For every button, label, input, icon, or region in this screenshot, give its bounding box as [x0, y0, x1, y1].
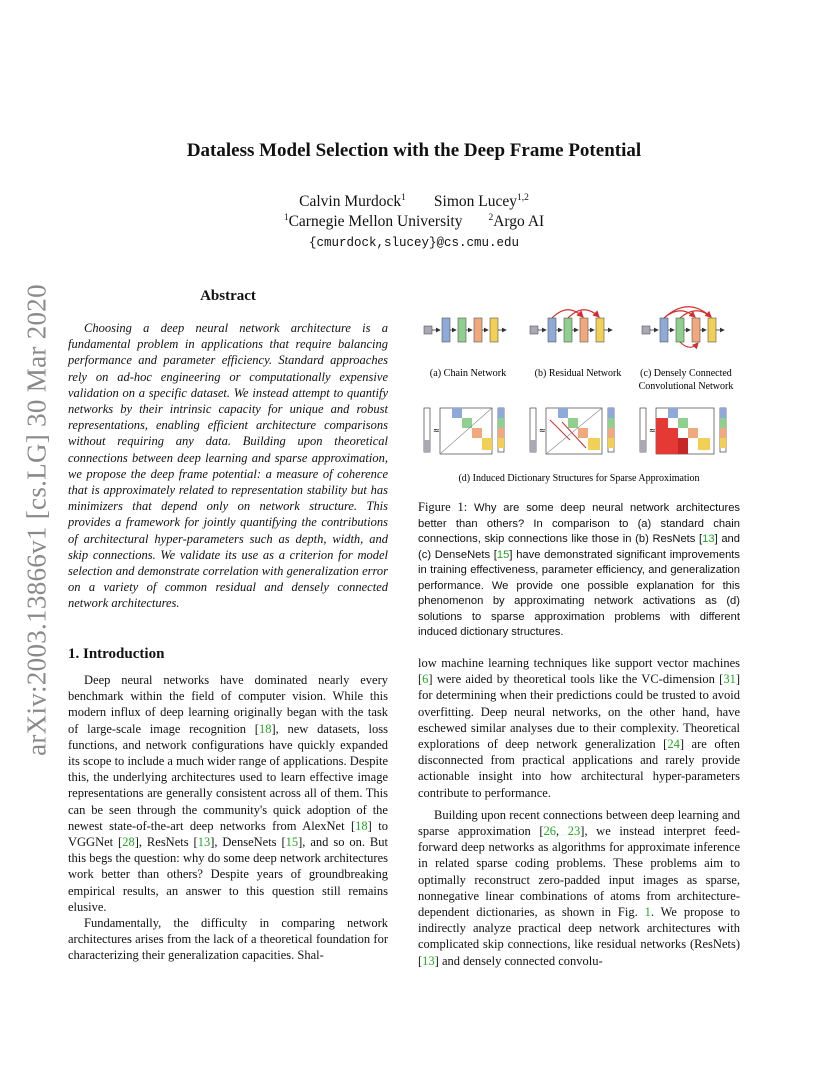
citation-link[interactable]: 18	[355, 818, 368, 833]
author-name: Simon Lucey	[433, 193, 517, 210]
paragraph-text: low machine learning techniques like support vector machines [	[418, 656, 740, 687]
figure-1-diagram	[418, 300, 740, 490]
paragraph-text: Building upon recent connections between deep learning and sparse approximation [	[418, 807, 740, 839]
caption-text: Why are some deep neural network architectures better than others? In comparison to (a) standard chain connections, skip connections like those in (b) ResNets [	[418, 502, 741, 545]
arxiv-stamp: arXiv:2003.13866v1 [cs.LG] 30 Mar 2020	[21, 284, 52, 756]
subcaption-c: (c) Densely Connected	[640, 368, 732, 379]
paragraph	[68, 672, 388, 915]
paragraph-text: ], new datasets, loss functions, and network configurations have quickly expanded its scope to include a much wider range of applications. Despite this, the underlying architectures used to learn effective image representations are generally consistent across all of them. This can be seen through the community's quick adoption of the newest state-of-the-art deep networks from AlexNet [	[68, 721, 388, 833]
figure-label: Figure 1:	[418, 500, 468, 514]
figure-1	[418, 300, 740, 490]
citation-link[interactable]: 6	[422, 672, 429, 687]
citation-link[interactable]: 13	[197, 835, 211, 850]
caption-text: ] have demonstrated significant improvements in training effectiveness, parameter efficiency, and generalization performance. We provide one possible explanation for this phenomenon by approximating network activations as (d) solutions to sparse approximation problems with different induced dictionary structures.	[418, 548, 740, 638]
caption-text: ] and (c) DenseNets [	[418, 533, 740, 561]
paragraph-text: ] for determining when their predictions could be trusted to avoid overfitting. Deep neural networks, on the other hand, have eschewed similar analyses due to their complexity. Theoretical explorations of deep network generalization [	[418, 672, 740, 752]
citation-link[interactable]: 23	[567, 824, 581, 839]
intro-left-column	[68, 672, 388, 964]
citation-link[interactable]: 15	[496, 548, 510, 561]
paragraph: Fundamentally, the difficulty in comparing network architectures arises from the lack of a theoretical foundation for characterizing their generalization capacities. Shal-	[68, 916, 388, 963]
figure-caption	[418, 500, 740, 641]
citation-link[interactable]: 13	[702, 533, 715, 545]
abstract-text: Choosing a deep neural network architecture is a fundamental problem in applications that require balancing performance and parameter efficiency. Standard approaches rely on ad-hoc engineering or computationally expensive validation on a specific dataset. We instead attempt to quantify networks by their intrinsic capacity for unique and robust representations, enabling efficient architecture comparisons without requiring any data. Building upon theoretical connections between deep learning and sparse approximation, we propose the deep frame potential: a measure of coherence that is approximately related to representation stability but has minimizers that depend only on network structure. This provides a framework for jointly quantifying the contributions of architectural hyper-parameters such as depth, width, and skip connections. We validate its use as a criterion for model selection and demonstrate correlation with generalization error on a variety of common residual and densely connected network architectures.	[68, 321, 388, 611]
author-list	[0, 193, 828, 211]
dictionary-structure-residual	[530, 408, 614, 454]
residual-network-diagram	[530, 310, 612, 342]
subcaption-c-line2: Convolutional Network	[638, 381, 734, 392]
paragraph-text: Deep neural networks have dominated nearly every benchmark within the field of computer vision. While this modern influx of deep learning originally began with the task of large-scale image recognition [	[68, 673, 388, 736]
approx-symbol: ≈	[433, 426, 440, 435]
author-affiliation-mark: 1,2	[517, 192, 529, 203]
paragraph-text: ], we instead interpret feed-forward deep networks as algorithms for approximate inference in related sparse coding problems. These problems aim to optimally reconstruct zero-padded input images as sparse, nonnegative linear combinations of atoms from architecture-dependent dictionaries, as shown in Fig.	[418, 824, 741, 920]
paragraph-text: ] and densely connected convolu-	[434, 953, 603, 968]
author-affiliation-mark: 1	[401, 192, 406, 203]
approx-symbol: ≈	[539, 426, 546, 435]
paragraph-text: ,	[556, 824, 568, 839]
paragraph-text: ] are often disconnected from practical applications and rarely provide actionable insight into how architectural hyper-parameters contribute to performance.	[418, 737, 740, 800]
affiliation-name: Carnegie Mellon University	[288, 213, 463, 230]
author-email: {cmurdock,slucey}@cs.cmu.edu	[308, 236, 520, 250]
affiliation-name: Argo AI	[493, 213, 545, 230]
citation-link[interactable]: 28	[122, 835, 135, 850]
dictionary-structure-chain	[424, 408, 504, 454]
affiliations	[0, 213, 828, 231]
paragraph	[418, 807, 740, 969]
subcaption-d: (d) Induced Dictionary Structures for Sparse Approximation	[458, 473, 700, 484]
author-name: Calvin Murdock	[299, 193, 402, 210]
paragraph	[418, 655, 740, 801]
paragraph-text: ], DenseNets [	[210, 835, 286, 850]
citation-link[interactable]: 18	[258, 721, 272, 736]
citation-link[interactable]: 26	[543, 824, 557, 839]
paragraph-text: ], and so on. But this begs the question: why do some deep network architectures work better than others? Despite years of groundbreaking empirical results, an answer to this question still remains elusive.	[68, 835, 388, 914]
subcaption-b: (b) Residual Network	[534, 368, 622, 379]
paragraph-text: ] were aided by theoretical tools like the VC-dimension [	[428, 672, 724, 687]
intro-right-column	[418, 655, 740, 969]
section-heading: 1. Introduction	[68, 646, 165, 662]
paragraph-text: ], ResNets [	[134, 835, 198, 850]
chain-network-diagram	[424, 318, 506, 342]
figure-reference-link[interactable]: 1	[644, 905, 651, 920]
affiliation-mark: 1	[283, 212, 289, 223]
paragraph-text: ] to VGGNet [	[68, 818, 388, 850]
affiliation-mark: 2	[488, 212, 494, 223]
citation-link[interactable]: 15	[285, 835, 299, 850]
citation-link[interactable]: 24	[667, 737, 680, 752]
paragraph-text: . We propose to indirectly analyze practical deep network architectures with complicated skip connections, like residual networks (ResNets) [	[418, 905, 740, 968]
paper-title: Dataless Model Selection with the Deep Frame Potential	[186, 140, 642, 161]
dense-network-diagram	[642, 307, 724, 348]
citation-link[interactable]: 31	[723, 672, 736, 687]
abstract-heading: Abstract	[200, 288, 256, 304]
dictionary-structure-dense	[640, 408, 726, 454]
citation-link[interactable]: 13	[422, 953, 435, 968]
approx-symbol: ≈	[649, 426, 656, 435]
subcaption-a: (a) Chain Network	[429, 368, 507, 379]
